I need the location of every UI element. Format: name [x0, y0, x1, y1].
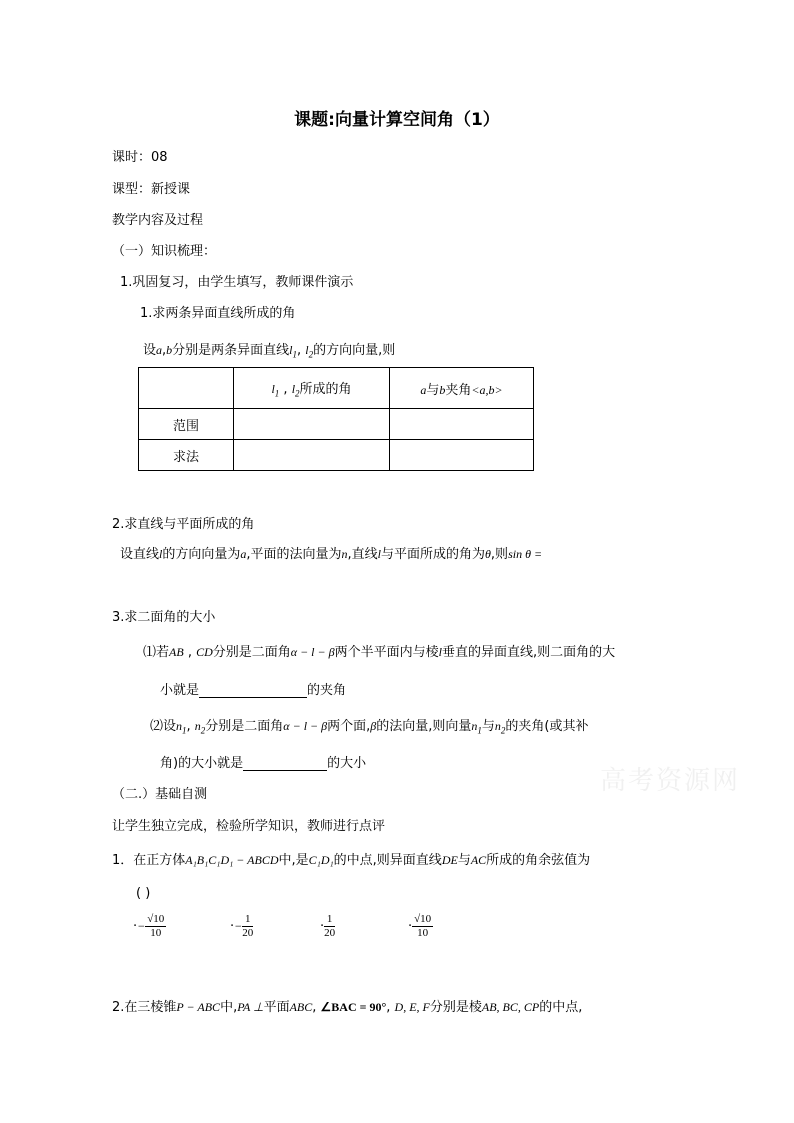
table-row-label: 求法 [139, 440, 234, 471]
page-title: 课题:向量计算空间角（1） [294, 110, 500, 130]
option-a[interactable]: ·− $\frac{√10}{10}$ [133, 913, 165, 939]
vector-b: b [166, 343, 173, 357]
option-d[interactable]: · $\frac{√10}{10}$ [408, 913, 432, 939]
class-hours: 课时：08 [112, 150, 168, 165]
section-knowledge-heading: （一）知识梳理： [112, 244, 217, 259]
table-corner-cell [139, 368, 234, 409]
table-header-vector-angle: a与b夹角<a,b> [390, 368, 534, 409]
table-row-label: 范围 [139, 409, 234, 440]
table-row [139, 409, 534, 440]
item2-heading: 2.求直线与平面所成的角 [112, 517, 255, 532]
answer-parentheses: ( ) [136, 886, 151, 901]
option-c[interactable]: · $\frac{1}{20}$ [320, 913, 336, 939]
instructions: 让学生独立完成，检验所学知识，教师进行点评 [112, 819, 386, 834]
review-line: 1.巩固复习，由学生填写，教师课件演示 [120, 275, 354, 290]
table-row [139, 440, 534, 471]
item2-statement: 设直线l的方向向量为a,平面的法向量为n,直线l与平面所成的角为θ,则sin θ = [120, 547, 543, 562]
table-cell-blank[interactable] [390, 409, 534, 440]
question-1: 1．在正方体A₁B₁C₁D₁ − ABCD中,是C₁D₁的中点,则异面直线DE与AC所成的角余弦值为 [112, 853, 591, 868]
item3-part1-line2: 小就是 的夹角 [160, 683, 347, 698]
lesson-type: 课型：新授课 [112, 182, 191, 197]
item3-part1-line1: ⑴若AB , CD分别是二面角α − l − β两个半平面内与棱l垂直的异面直线,则二面角的大 [143, 645, 616, 660]
table-header-lines-angle: $l_1$ , $l_2$所成的角 [234, 368, 390, 409]
watermark: 高考资源网 [600, 766, 741, 796]
fill-blank[interactable] [243, 756, 327, 771]
table-cell-blank[interactable] [234, 440, 390, 471]
item3-part2-line1: ⑵设$n_1$, $n_2$分别是二面角α − l − β两个面,β的法向量,则向量$n_1$与$n_2$的夹角(或其补 [150, 719, 589, 736]
table-cell-blank[interactable] [390, 440, 534, 471]
item1-heading: 1.求两条异面直线所成的角 [140, 306, 296, 321]
item3-heading: 3.求二面角的大小 [112, 610, 216, 625]
vector-a: a [156, 343, 163, 357]
table-header-row [139, 368, 534, 409]
question-2: 2.在三棱锥P − ABC中,PA ⊥平面ABC, ∠BAC = 90°, D, E, F分别是棱AB, BC, CP的中点, [112, 1000, 583, 1015]
table-cell-blank[interactable] [234, 409, 390, 440]
option-b[interactable]: ·− $\frac{1}{20}$ [230, 913, 254, 939]
item1-statement: 设a,b分别是两条异面直线$l_1$, $l_2$的方向向量,则 [143, 343, 396, 360]
angle-table [138, 367, 534, 471]
fill-blank[interactable] [199, 683, 307, 698]
section-selftest-heading: （二.）基础自测 [112, 787, 208, 802]
content-heading: 教学内容及过程 [112, 213, 204, 228]
item3-part2-line2: 角)的大小就是 的大小 [160, 756, 367, 771]
